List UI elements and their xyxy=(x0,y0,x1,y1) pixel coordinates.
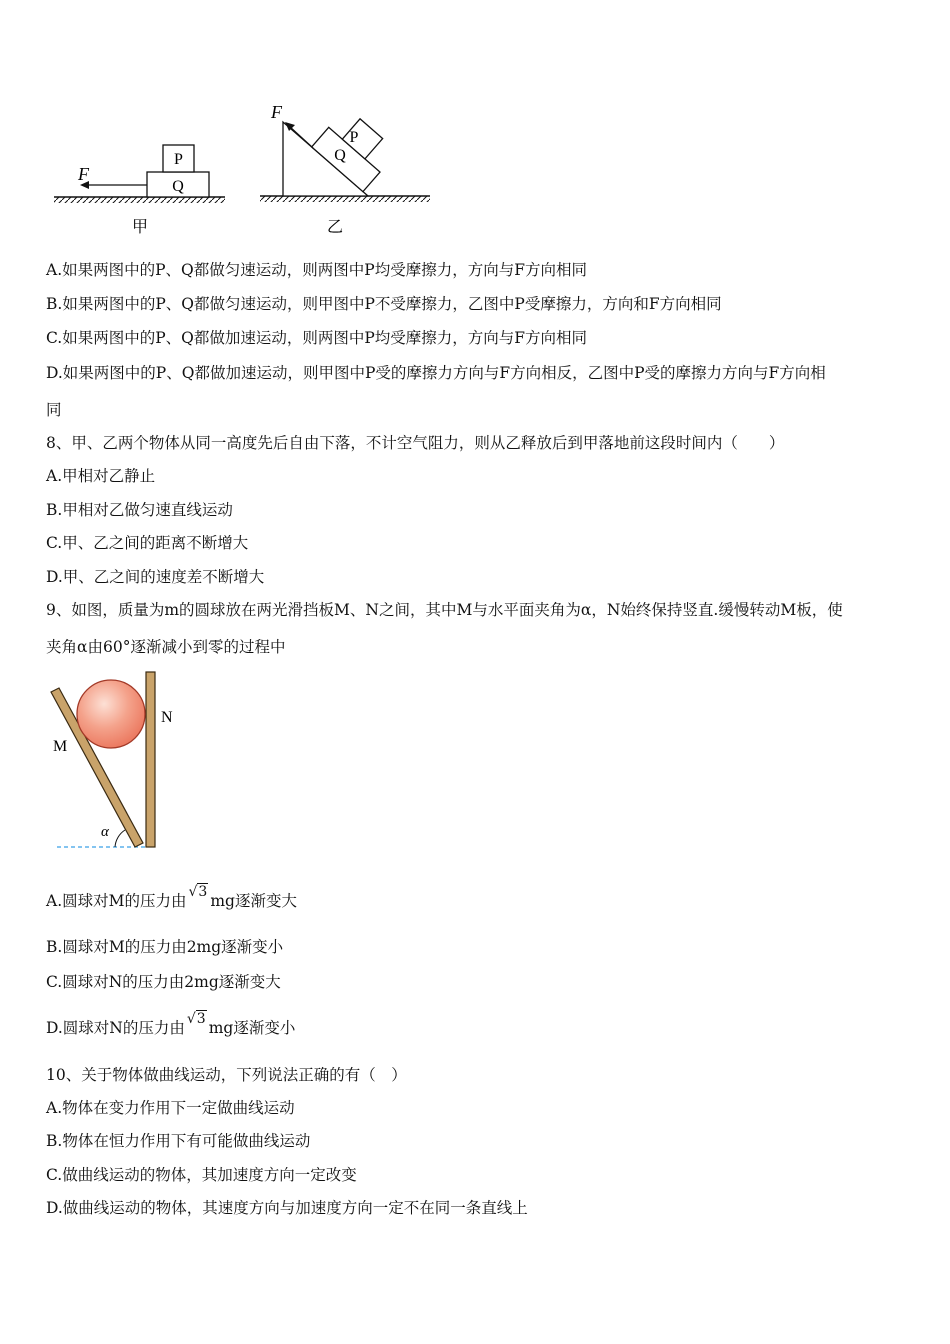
q8-stem: 8、甲、乙两个物体从同一高度先后自由下落，不计空气阻力，则从乙释放后到甲落地前这段时间内（ ） xyxy=(46,434,785,452)
q9-option-d xyxy=(46,1011,296,1039)
angle-arc xyxy=(115,830,125,847)
force-label: F xyxy=(271,102,282,122)
board-n-label: N xyxy=(161,709,173,726)
figure-caption-jia: 甲 xyxy=(131,217,149,236)
q10-option-d: D.做曲线运动的物体，其速度方向与加速度方向一定不在同一条直线上 xyxy=(46,1199,528,1217)
q7-option-d: D.如果两图中的P、Q都做加速运动，则甲图中P受的摩擦力方向与F方向相反，乙图中P受的摩擦力方向与F方向相 xyxy=(46,364,826,382)
ground-hatch xyxy=(54,197,225,203)
block-p-label: P xyxy=(174,151,183,168)
board-m-label: M xyxy=(53,738,68,755)
q9-option-d-pre: D.圆球对N的压力由 xyxy=(46,1019,185,1037)
board-n xyxy=(146,672,155,847)
q8-option-b: B.甲相对乙做匀速直线运动 xyxy=(46,501,233,519)
force-label: F xyxy=(78,164,89,184)
figure-yi xyxy=(255,98,440,240)
q7-option-d-continued: 同 xyxy=(46,401,62,419)
ground-hatch xyxy=(260,196,430,202)
q10-option-b: B.物体在恒力作用下有可能做曲线运动 xyxy=(46,1132,311,1150)
block-q-label: Q xyxy=(172,178,184,195)
q9-option-c: C.圆球对N的压力由2mg逐渐变大 xyxy=(46,973,281,991)
q7-option-b: B.如果两图中的P、Q都做匀速运动，则甲图中P不受摩擦力，乙图中P受摩擦力，方向和F方向相同 xyxy=(46,295,722,313)
q8-option-d: D.甲、乙之间的速度差不断增大 xyxy=(46,568,265,586)
q8-option-c: C.甲、乙之间的距离不断增大 xyxy=(46,534,249,552)
q9-option-a xyxy=(46,884,297,912)
block-q-label: Q xyxy=(334,147,346,164)
sqrt-three: √3 xyxy=(188,884,208,900)
figure-q9 xyxy=(45,668,190,858)
q10-option-a: A.物体在变力作用下一定做曲线运动 xyxy=(46,1099,295,1117)
q7-option-c: C.如果两图中的P、Q都做加速运动，则两图中P均受摩擦力，方向与F方向相同 xyxy=(46,329,588,347)
q9-option-d-post: mg逐渐变小 xyxy=(208,1019,296,1037)
angle-label: α xyxy=(101,824,109,840)
q10-stem: 10、关于物体做曲线运动，下列说法正确的有（ ） xyxy=(46,1066,407,1084)
figure-jia xyxy=(50,140,230,240)
q9-option-a-pre: A.圆球对M的压力由 xyxy=(46,892,187,910)
ball xyxy=(77,680,145,748)
q10-option-c: C.做曲线运动的物体，其加速度方向一定改变 xyxy=(46,1166,357,1184)
q9-option-a-post: mg逐渐变大 xyxy=(210,892,297,910)
q9-option-b: B.圆球对M的压力由2mg逐渐变小 xyxy=(46,938,284,956)
sqrt-three: √3 xyxy=(186,1011,206,1027)
q8-option-a: A.甲相对乙静止 xyxy=(46,467,156,485)
q9-stem-line2: 夹角α由60°逐渐减小到零的过程中 xyxy=(46,638,286,656)
q9-stem-line1: 9、如图，质量为m的圆球放在两光滑挡板M、N之间，其中M与水平面夹角为α，N始终保持竖直.缓慢转动M板，使 xyxy=(46,601,843,619)
block-p-label: P xyxy=(349,129,359,146)
q7-option-a: A.如果两图中的P、Q都做匀速运动，则两图中P均受摩擦力，方向与F方向相同 xyxy=(46,261,587,279)
figure-caption-yi: 乙 xyxy=(326,217,344,236)
